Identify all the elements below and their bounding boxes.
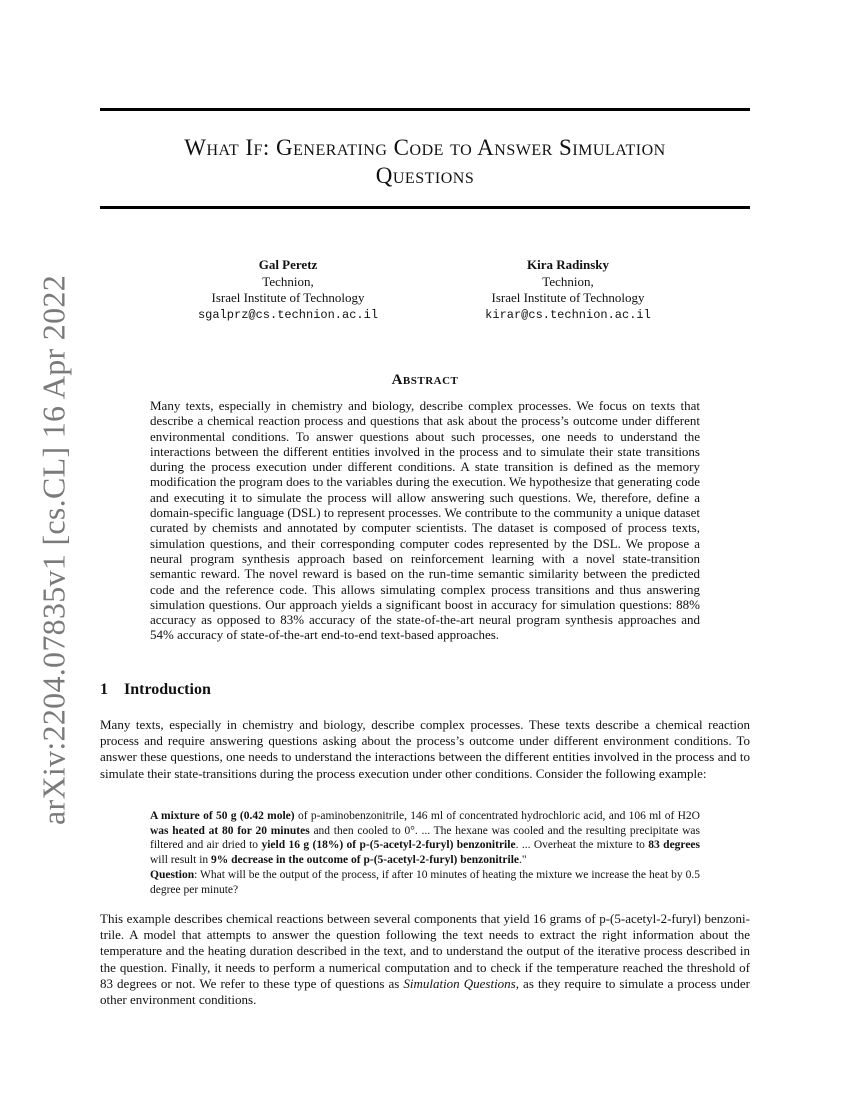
title-bottom-rule (100, 206, 750, 209)
example-question (150, 868, 700, 897)
author-name: Gal Peretz (258, 257, 318, 272)
abstract-heading: Abstract (391, 372, 459, 388)
section-heading (100, 681, 211, 699)
title-top-rule (100, 108, 750, 111)
section-number: 1 (100, 681, 108, 698)
author-affiliation: Technion, (262, 273, 314, 289)
intro-paragraph-2: This example describes chemical reactions between several components that yield 16 grams of p-(5-acetyl-2-furyl) benzoni-trile. A model that attempts to answer the question following the text needs to extract the right information about the temperature and the heating duration described in the text, and to understand the output of the iterative process described in the question. Finally, it needs to perform a numerical computation and to check if the temperature reached the threshold of 83 degrees or not. We refer to these type of questions as Simulation Questions, as they require to simulate a process under other environment conditions. (100, 911, 750, 1008)
question-label: Question (150, 869, 195, 881)
author-affiliation: Technion, (542, 273, 594, 289)
author-affiliation: Israel Institute of Technology (491, 290, 645, 305)
example-quote: A mixture of 50 g (0.42 mole) of p-aminobenzonitrile, 146 ml of concentrated hydrochloric acid, and 106 ml of H2O was heated at 80 for 20 minutes and then cooled to 0°. ... The hexane was cooled and the resulting precipitate was filtered and air dried to yield 16 g (18%) of p-(5-acetyl-2-furyl) benzonitrile. ... Overheat the mixture to 83 degrees will result in 9% decrease in the outcome of p-(5-acetyl-2-furyl) benzonitrile." (150, 810, 701, 866)
title-line-2: Questions (375, 163, 475, 188)
simulation-questions-term: Simulation Questions (403, 975, 516, 991)
section-title: Introduction (124, 681, 211, 698)
arxiv-side-label: arXiv:2204.07835v1 [cs.CL] 16 Apr 2022 (35, 274, 72, 826)
abstract-text: Many texts, especially in chemistry and biology, describe complex processes. We focus on texts that describe a chemical reaction process and questions that ask about the process’s outcome under different environmental conditions. To answer questions about such processes, one needs to understand the interactions between the different entities involved in the process and to simulate their state transitions during the process execution under different conditions. A state transition is defined as the memory modification the program does to the variables during the execution. We hypothesize that generating code and executing it to simulate the process will allow answering such questions. We, therefore, define a domain-specific language (DSL) to represent processes. We contribute to the community a unique dataset curated by chemists and annotated by computer scientists. The dataset is composed of process texts, simulation questions, and their corresponding computer codes represented by the DSL. We propose a neural program synthesis approach based on reinforcement learning with a novel state-transition semantic reward. The novel reward is based on the run-time semantic similarity between the predicted code and the reference code. This allows simulating complex process transitions and thus answering simulation questions. Our approach yields a significant boost in accuracy for simulation questions: 88% accuracy as opposed to 83% accuracy of the state-of-the-art neural program synthesis approaches and 54% accuracy of state-of-the-art end-to-end text-based approaches. (150, 398, 700, 643)
author-email: kirar@cs.technion.ac.il (485, 307, 651, 322)
intro-paragraph-1: Many texts, especially in chemistry and biology, describe complex processes. These texts describe a chemical reaction process and require answering questions asking about the process’s outcome under different environment conditions. To answer these questions, one needs to understand the interactions between the different entities involved in the process and to simulate their state-transitions during the process execution under other conditions. Consider the following example: (100, 717, 750, 781)
author-email: sgalprz@cs.technion.ac.il (197, 307, 379, 322)
title-line-1: What If: Generating Code to Answer Simulation (184, 135, 666, 160)
author-affiliation: Israel Institute of Technology (211, 290, 365, 305)
author-block-1 (168, 257, 408, 323)
paper-title (100, 134, 750, 190)
author-block-2 (448, 257, 688, 323)
question-text: : What will be the output of the process, if after 10 minutes of heating the mixture we increase the heat by 0.5 degree per minute? (150, 869, 700, 896)
author-name: Kira Radinsky (527, 257, 609, 272)
